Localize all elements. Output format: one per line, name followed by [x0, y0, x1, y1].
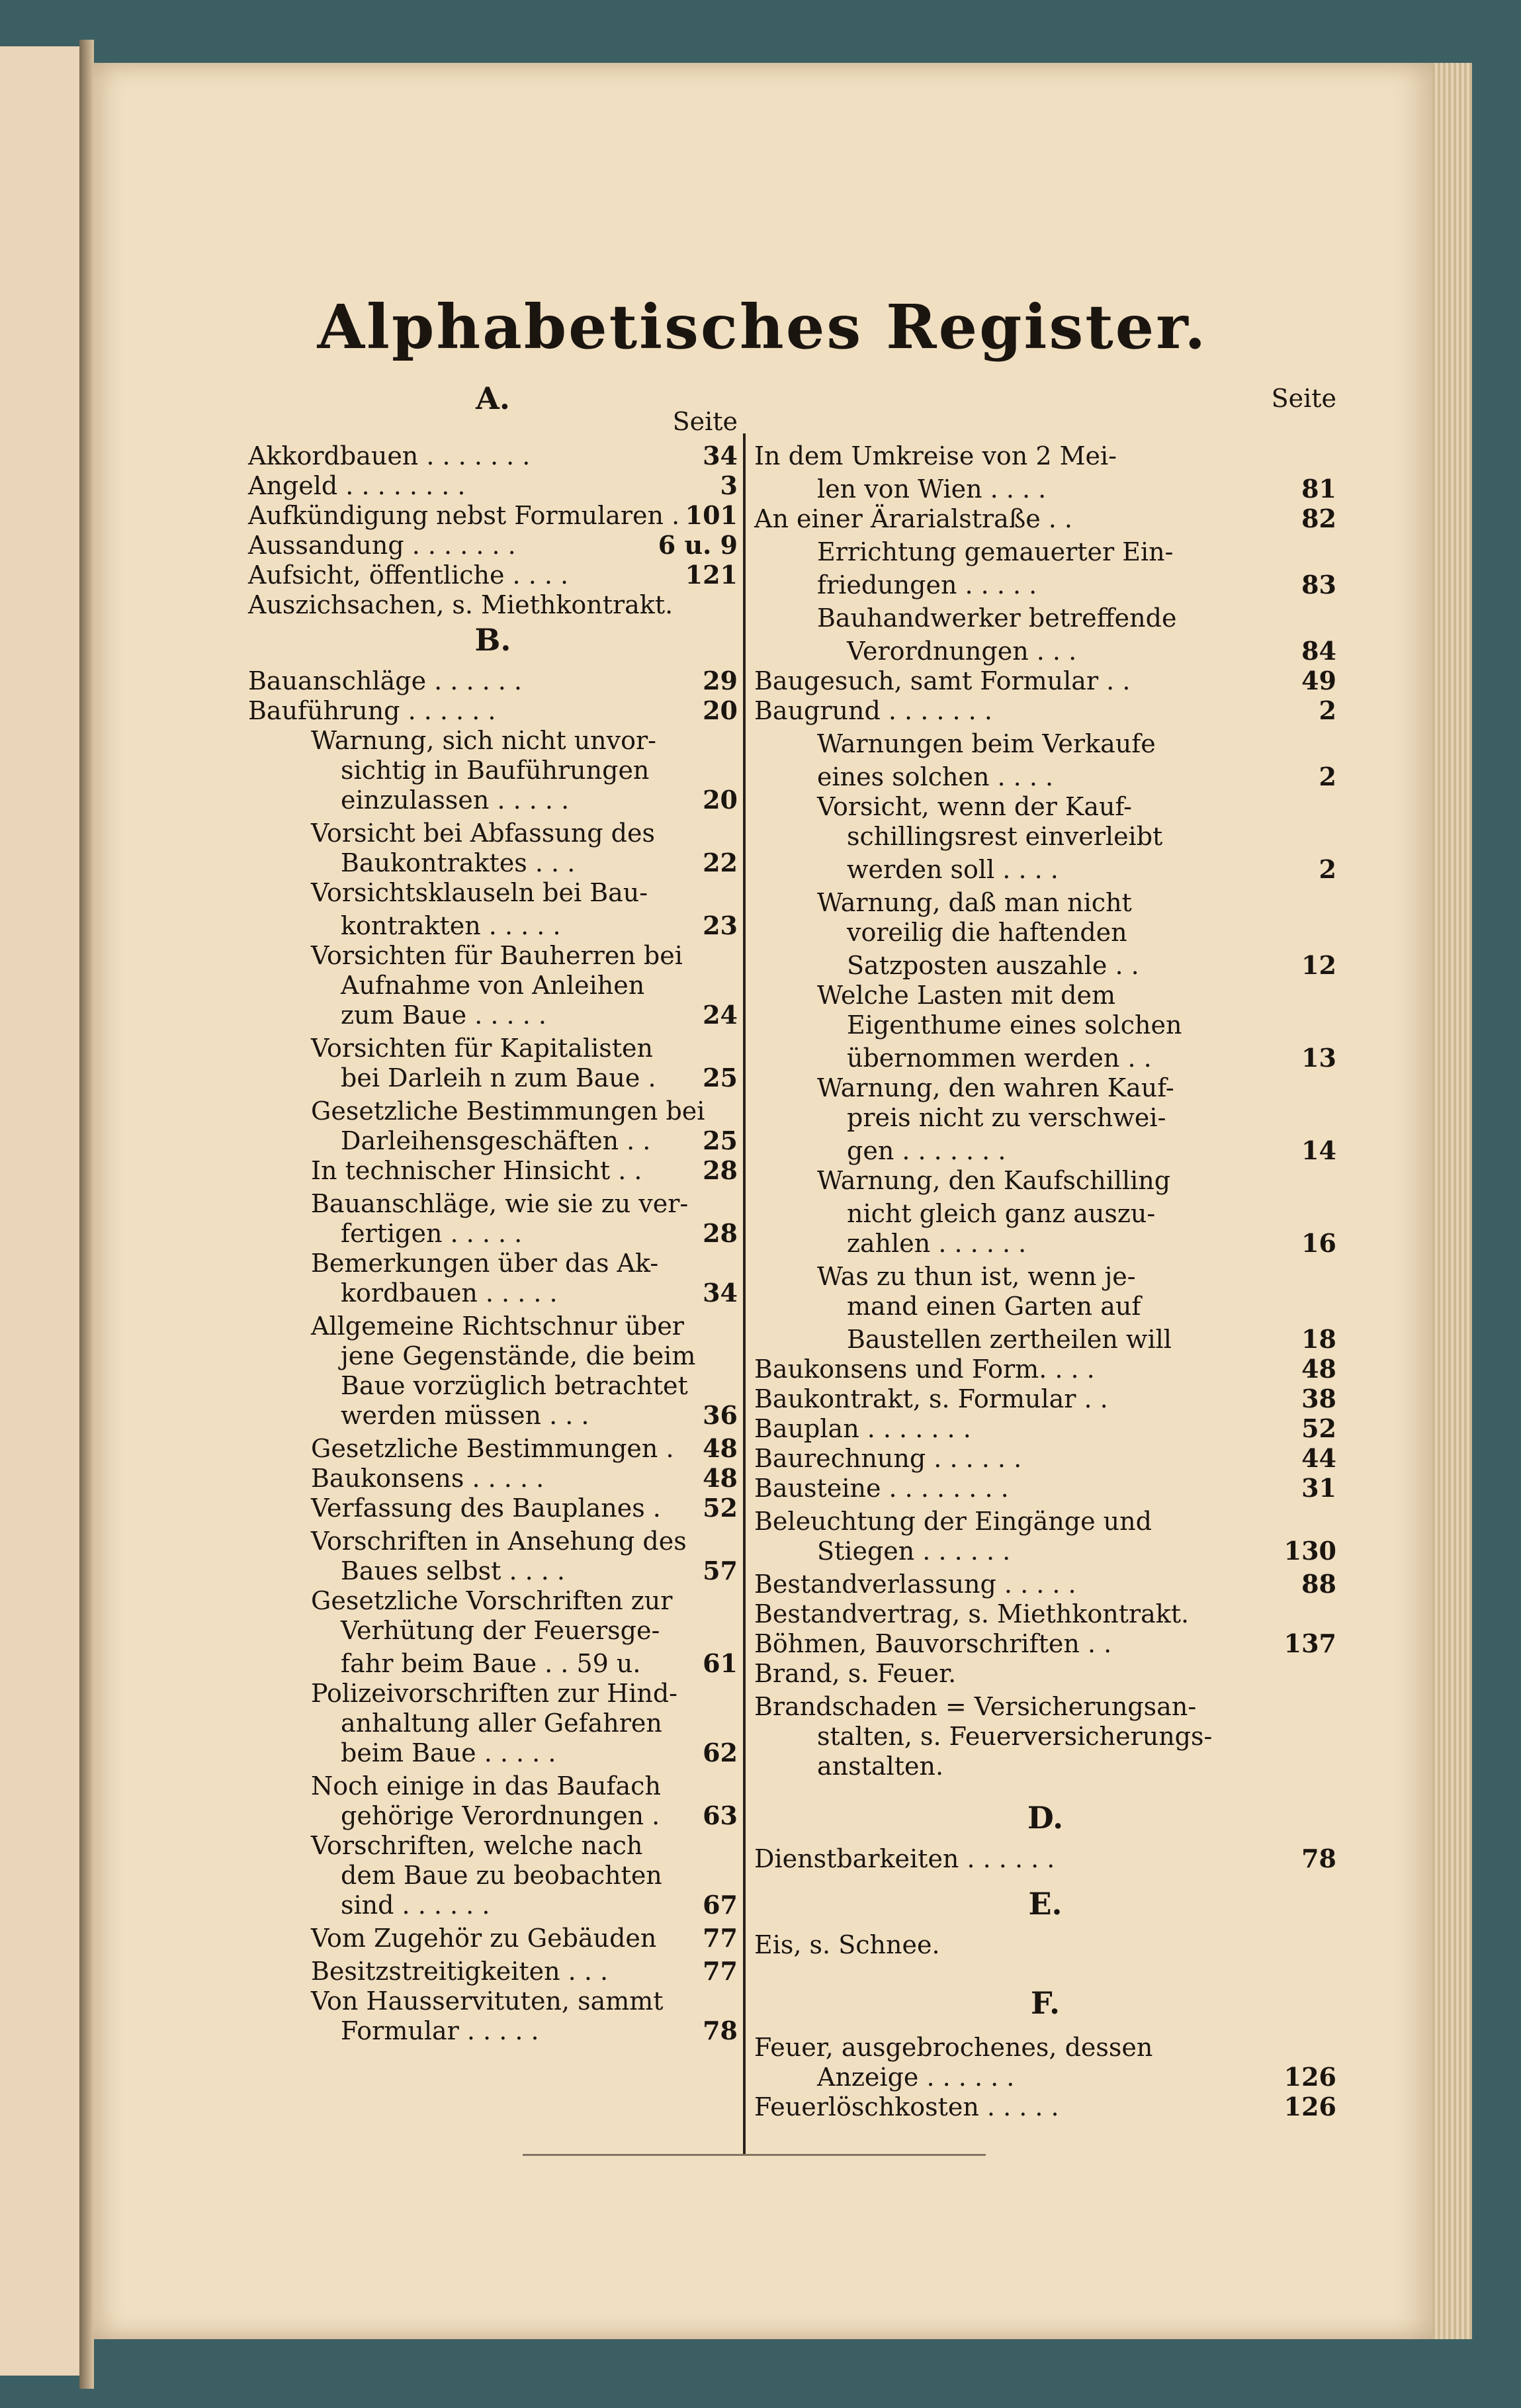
index-entry — [248, 559, 738, 591]
entry-page-number: 83 — [1301, 570, 1336, 600]
entry-text: Baukonsens und Form. . . . — [754, 1355, 1095, 1384]
entry-page-number: 126 — [1283, 2062, 1336, 2092]
entry-text: Bauhandwerker betreffende — [817, 603, 1177, 633]
entry-text: Aufnahme von Anleihen — [341, 971, 645, 1000]
entry-text: Vom Zugehör zu Gebäuden — [311, 1924, 657, 1953]
index-entry — [248, 1830, 738, 1861]
entry-page-number: 49 — [1301, 666, 1336, 695]
entry-text: Feuer, ausgebrochenes, dessen — [754, 2033, 1153, 2062]
entry-page-number: 34 — [703, 441, 738, 470]
entry-page-number: 24 — [703, 1000, 738, 1030]
index-entry — [248, 1462, 738, 1494]
index-entry — [754, 1072, 1336, 1104]
entry-text: Baue vorzüglich betrachtet — [341, 1371, 688, 1400]
index-entry — [248, 999, 738, 1031]
entry-text: werden müssen . . . — [341, 1401, 589, 1430]
entry-page-number: 121 — [685, 560, 738, 590]
index-entry — [248, 1492, 738, 1524]
index-entry — [754, 1261, 1336, 1292]
entry-text: jene Gegenstände, die beim — [341, 1341, 696, 1370]
entry-text: Brand, s. Feuer. — [754, 1659, 957, 1688]
index-entry — [248, 440, 738, 472]
index-entry — [248, 1125, 738, 1157]
seite-header: Seite — [1271, 384, 1336, 413]
index-entry — [248, 1095, 738, 1127]
entry-text: Allgemeine Richtschnur über — [311, 1312, 684, 1341]
index-entry — [248, 847, 738, 879]
index-entry — [248, 1155, 738, 1186]
entry-page-number: 3 — [720, 470, 738, 500]
index-entry — [754, 2061, 1336, 2093]
entry-text: Was zu thun ist, wenn je- — [817, 1262, 1136, 1291]
entry-page-number: 6 u. 9 — [658, 530, 738, 560]
entry-text: Baugesuch, samt Formular . . — [754, 666, 1131, 695]
index-entry — [754, 1691, 1336, 1722]
entry-page-number: 2 — [1319, 854, 1336, 884]
index-entry — [754, 1227, 1336, 1259]
entry-text: Warnungen beim Verkaufe — [817, 729, 1156, 758]
entry-text: Eigenthume eines solchen — [847, 1010, 1182, 1040]
index-entry — [754, 440, 1336, 472]
section-letter-f: F. — [1030, 1985, 1061, 2021]
entry-page-number: 67 — [703, 1890, 738, 1920]
index-entry — [248, 1677, 738, 1709]
index-entry — [248, 1922, 738, 1954]
entry-page-number: 57 — [703, 1556, 738, 1585]
entry-text: Warnung, den Kaufschilling — [817, 1166, 1171, 1195]
index-entry — [248, 1525, 738, 1557]
entry-page-number: 13 — [1301, 1043, 1336, 1073]
entry-page-number: 78 — [703, 2016, 738, 2045]
entry-page-number: 14 — [1301, 1136, 1336, 1165]
entry-page-number: 25 — [703, 1126, 738, 1155]
entry-page-number: 28 — [703, 1218, 738, 1248]
index-entry — [248, 695, 738, 727]
entry-text: Baukontrakt, s. Formular . . — [754, 1384, 1108, 1413]
index-entry — [248, 910, 738, 942]
index-entry — [248, 1032, 738, 1064]
page-title: Alphabetisches Register. — [317, 291, 1208, 363]
entry-page-number: 130 — [1283, 1536, 1336, 1566]
index-entry — [248, 589, 738, 621]
entry-page-number: 48 — [703, 1433, 738, 1463]
entry-text: Gesetzliche Bestimmungen . — [311, 1434, 674, 1463]
entry-page-number: 29 — [703, 666, 738, 695]
entry-text: Baurechnung . . . . . . — [754, 1444, 1022, 1473]
entry-text: In dem Umkreise von 2 Mei- — [754, 441, 1117, 470]
entry-page-number: 88 — [1301, 1569, 1336, 1599]
entry-text: gehörige Verordnungen . — [341, 1801, 660, 1830]
entry-text: voreilig die haftenden — [847, 918, 1127, 947]
index-entry — [248, 1310, 738, 1342]
entry-text: beim Baue . . . . . — [341, 1738, 556, 1767]
entry-text: In technischer Hinsicht . . — [311, 1156, 642, 1185]
entry-text: Dienstbarkeiten . . . . . . — [754, 1844, 1055, 1873]
entry-text: einzulassen . . . . . — [341, 785, 570, 815]
index-entry — [754, 887, 1336, 918]
entry-text: Aufsicht, öffentliche . . . . — [248, 560, 569, 590]
entry-page-number: 2 — [1319, 762, 1336, 791]
index-entry — [754, 503, 1336, 535]
entry-text: Bauplan . . . . . . . — [754, 1414, 971, 1443]
index-entry — [754, 1042, 1336, 1074]
index-entry — [754, 761, 1336, 793]
index-entry — [754, 635, 1336, 667]
index-entry — [754, 1290, 1336, 1322]
entry-page-number: 18 — [1301, 1324, 1336, 1354]
index-entry — [248, 1400, 738, 1431]
entry-text: Polizeivorschriften zur Hind- — [311, 1679, 678, 1708]
index-entry — [248, 665, 738, 697]
index-entry — [248, 940, 738, 971]
entry-text: Baustellen zertheilen will — [847, 1325, 1172, 1354]
section-letter-b: B. — [474, 622, 511, 658]
entry-text: Auszichsachen, s. Miethkontrakt. — [248, 590, 674, 619]
entry-text: Vorschriften in Ansehung des — [311, 1527, 687, 1556]
index-entry — [754, 1102, 1336, 1134]
entry-page-number: 16 — [1301, 1228, 1336, 1258]
entry-page-number: 82 — [1301, 504, 1336, 533]
index-entry — [754, 1443, 1336, 1474]
entry-text: Angeld . . . . . . . . — [248, 471, 466, 500]
entry-text: Warnung, daß man nicht — [817, 888, 1132, 917]
entry-text: Baues selbst . . . . — [341, 1556, 565, 1585]
entry-text: zum Baue . . . . . — [341, 1001, 546, 1030]
seite-header: Seite — [672, 407, 738, 436]
index-entry — [248, 500, 738, 531]
entry-text: Warnung, sich nicht unvor- — [311, 726, 656, 755]
index-entry — [754, 1135, 1336, 1167]
entry-text: Vorsichten für Bauherren bei — [311, 941, 683, 970]
entry-text: Baukonsens . . . . . — [311, 1464, 544, 1493]
entry-page-number: 31 — [1301, 1473, 1336, 1503]
index-entry — [754, 1198, 1336, 1229]
index-entry — [754, 1628, 1336, 1660]
entry-text: Anzeige . . . . . . — [817, 2063, 1015, 2092]
entry-text: Vorsichtsklauseln bei Bau- — [311, 878, 648, 907]
entry-text: werden soll . . . . — [847, 855, 1059, 884]
entry-text: preis nicht zu verschwei- — [847, 1103, 1166, 1132]
entry-page-number: 38 — [1301, 1384, 1336, 1413]
entry-text: Errichtung gemauerter Ein- — [817, 537, 1174, 566]
entry-text: Noch einige in das Baufach — [311, 1771, 661, 1801]
index-entry — [754, 1658, 1336, 1689]
entry-text: Aufkündigung nebst Formularen . — [248, 501, 680, 530]
entry-page-number: 12 — [1301, 950, 1336, 980]
entry-text: Stiegen . . . . . . — [817, 1537, 1011, 1566]
index-entry — [248, 1247, 738, 1279]
entry-text: Bemerkungen über das Ak- — [311, 1249, 659, 1278]
index-entry — [248, 1859, 738, 1891]
index-entry — [248, 1062, 738, 1094]
entry-text: Bestandverlassung . . . . . — [754, 1570, 1076, 1599]
entry-page-number: 61 — [703, 1648, 738, 1678]
entry-page-number: 52 — [703, 1493, 738, 1523]
entry-page-number: 36 — [703, 1400, 738, 1430]
entry-text: Böhmen, Bauvorschriften . . — [754, 1629, 1112, 1658]
entry-text: mand einen Garten auf — [847, 1292, 1141, 1321]
index-entry — [248, 817, 738, 849]
index-entry — [248, 1277, 738, 1309]
entry-page-number: 34 — [703, 1278, 738, 1308]
index-entry — [248, 1648, 738, 1679]
entry-text: Von Hausservituten, sammt — [311, 1986, 664, 2016]
entry-text: Satzposten auszahle . . — [847, 951, 1139, 980]
entry-page-number: 23 — [703, 911, 738, 940]
index-entry — [754, 854, 1336, 885]
index-entry — [248, 1370, 738, 1402]
entry-text: Warnung, den wahren Kauf- — [817, 1073, 1174, 1102]
entry-page-number: 22 — [703, 848, 738, 877]
entry-text: Vorschriften, welche nach — [311, 1831, 643, 1860]
entry-page-number: 77 — [703, 1956, 738, 1986]
entry-page-number: 81 — [1301, 474, 1336, 504]
entry-page-number: 126 — [1283, 2092, 1336, 2121]
entry-page-number: 101 — [685, 500, 738, 530]
index-entry — [754, 1505, 1336, 1537]
entry-text: sichtig in Bauführungen — [341, 756, 650, 785]
index-entry — [754, 1009, 1336, 1041]
entry-text: sind . . . . . . — [341, 1891, 490, 1920]
entry-text: Aussandung . . . . . . . — [248, 531, 516, 560]
index-entry — [754, 665, 1336, 697]
bottom-rule — [523, 2154, 986, 2156]
entry-text: Bauanschläge, wie sie zu ver- — [311, 1189, 689, 1218]
index-entry — [248, 1770, 738, 1802]
entry-text: Verhütung der Feuersge- — [341, 1616, 660, 1645]
index-entry — [248, 1985, 738, 2017]
section-letter-d: D. — [1027, 1800, 1064, 1836]
index-entry — [754, 695, 1336, 727]
index-entry — [754, 1413, 1336, 1445]
entry-text: zahlen . . . . . . — [847, 1229, 1027, 1258]
entry-text: Akkordbauen . . . . . . . — [248, 441, 531, 470]
book-page — [93, 63, 1432, 2339]
entry-page-number: 20 — [703, 785, 738, 815]
entry-page-number: 44 — [1301, 1443, 1336, 1473]
entry-text: fahr beim Baue . . 59 u. — [341, 1649, 641, 1678]
entry-text: schillingsrest einverleibt — [847, 822, 1163, 851]
index-entry — [248, 1955, 738, 1987]
entry-text: friedungen . . . . . — [817, 570, 1037, 600]
index-entry — [754, 1165, 1336, 1196]
column-divider — [743, 433, 746, 2154]
index-entry — [754, 1472, 1336, 1504]
entry-page-number: 137 — [1283, 1628, 1336, 1658]
index-entry — [754, 1568, 1336, 1600]
page-edge — [1432, 63, 1472, 2339]
index-entry — [754, 569, 1336, 601]
index-entry — [248, 1218, 738, 1249]
entry-text: übernommen werden . . — [847, 1044, 1152, 1073]
index-entry — [754, 1353, 1336, 1385]
index-entry — [248, 1433, 738, 1464]
entry-text: kordbauen . . . . . — [341, 1278, 558, 1308]
entry-page-number: 63 — [703, 1801, 738, 1830]
index-entry — [248, 470, 738, 502]
entry-text: An einer Ärarialstraße . . — [754, 504, 1073, 533]
left-page — [0, 46, 83, 2376]
entry-page-number: 28 — [703, 1155, 738, 1185]
index-entry — [754, 2031, 1336, 2063]
entry-text: Feuerlöschkosten . . . . . — [754, 2092, 1059, 2121]
entry-text: eines solchen . . . . — [817, 762, 1054, 791]
section-letter-e: E. — [1028, 1886, 1063, 1922]
entry-text: Besitzstreitigkeiten . . . — [311, 1957, 609, 1986]
entry-page-number: 20 — [703, 695, 738, 725]
index-entry — [248, 1707, 738, 1739]
entry-text: Bausteine . . . . . . . . — [754, 1474, 1009, 1503]
index-entry — [754, 1929, 1336, 1961]
index-entry — [754, 536, 1336, 568]
index-entry — [754, 950, 1336, 981]
entry-text: Baukontraktes . . . — [341, 848, 576, 877]
entry-text: Verfassung des Bauplanes . — [311, 1494, 661, 1523]
index-entry — [248, 784, 738, 816]
entry-text: Welche Lasten mit dem — [817, 981, 1116, 1010]
entry-text: Verordnungen . . . — [847, 637, 1077, 666]
index-entry — [248, 529, 738, 561]
entry-text: anstalten. — [817, 1752, 944, 1781]
entry-page-number: 2 — [1319, 695, 1336, 725]
entry-text: Gesetzliche Bestimmungen bei — [311, 1096, 705, 1126]
entry-page-number: 84 — [1301, 636, 1336, 666]
entry-page-number: 52 — [1301, 1413, 1336, 1443]
entry-text: Baugrund . . . . . . . — [754, 696, 992, 725]
index-entry — [754, 602, 1336, 634]
entry-text: Bauanschläge . . . . . . — [248, 666, 523, 695]
entry-text: Gesetzliche Vorschriften zur — [311, 1586, 673, 1615]
entry-page-number: 48 — [1301, 1354, 1336, 1384]
entry-text: Brandschaden = Versicherungsan- — [754, 1692, 1197, 1721]
entry-text: Bauführung . . . . . . — [248, 696, 496, 725]
entry-text: fertigen . . . . . — [341, 1219, 523, 1248]
entry-text: nicht gleich ganz auszu- — [847, 1199, 1156, 1228]
index-entry — [754, 1598, 1336, 1630]
section-letter-a: A. — [476, 380, 510, 416]
index-entry — [248, 1737, 738, 1769]
index-entry — [754, 821, 1336, 852]
entry-page-number: 77 — [703, 1923, 738, 1953]
index-entry — [248, 754, 738, 786]
index-entry — [754, 1323, 1336, 1355]
index-entry — [754, 1720, 1336, 1752]
entry-page-number: 78 — [1301, 1844, 1336, 1873]
index-entry — [248, 725, 738, 756]
entry-text: Vorsicht, wenn der Kauf- — [817, 792, 1133, 821]
entry-text: anhaltung aller Gefahren — [341, 1709, 662, 1738]
index-entry — [248, 1188, 738, 1220]
index-entry — [248, 1555, 738, 1587]
index-entry — [248, 969, 738, 1001]
index-entry — [248, 877, 738, 909]
index-entry — [248, 2015, 738, 2047]
index-entry — [754, 2091, 1336, 2123]
index-entry — [754, 791, 1336, 823]
index-entry — [754, 473, 1336, 505]
entry-text: Vorsichten für Kapitalisten — [311, 1034, 653, 1063]
index-entry — [754, 1750, 1336, 1782]
index-entry — [248, 1585, 738, 1617]
index-entry — [248, 1340, 738, 1372]
index-entry — [754, 728, 1336, 760]
entry-text: Beleuchtung der Eingänge und — [754, 1507, 1152, 1536]
entry-page-number: 48 — [703, 1463, 738, 1493]
entry-text: Formular . . . . . — [341, 2016, 539, 2045]
book-gutter — [79, 40, 94, 2389]
entry-text: Darleihensgeschäften . . — [341, 1126, 651, 1155]
entry-text: Vorsicht bei Abfassung des — [311, 819, 655, 848]
entry-text: Bestandvertrag, s. Miethkontrakt. — [754, 1599, 1190, 1628]
index-entry — [248, 1889, 738, 1921]
entry-text: stalten, s. Feuerversicherungs- — [817, 1722, 1213, 1751]
index-entry — [754, 979, 1336, 1011]
entry-text: kontrakten . . . . . — [341, 911, 561, 940]
index-entry — [248, 1615, 738, 1646]
entry-text: len von Wien . . . . — [817, 474, 1047, 504]
entry-page-number: 25 — [703, 1063, 738, 1093]
index-entry — [754, 1843, 1336, 1875]
entry-text: gen . . . . . . . — [847, 1136, 1006, 1165]
index-entry — [248, 1800, 738, 1832]
entry-page-number: 62 — [703, 1738, 738, 1767]
entry-text: dem Baue zu beobachten — [341, 1861, 662, 1890]
entry-text: Eis, s. Schnee. — [754, 1930, 940, 1959]
index-entry — [754, 1535, 1336, 1567]
entry-text: bei Darleih n zum Baue . — [341, 1063, 656, 1093]
index-entry — [754, 1383, 1336, 1415]
index-entry — [754, 916, 1336, 948]
